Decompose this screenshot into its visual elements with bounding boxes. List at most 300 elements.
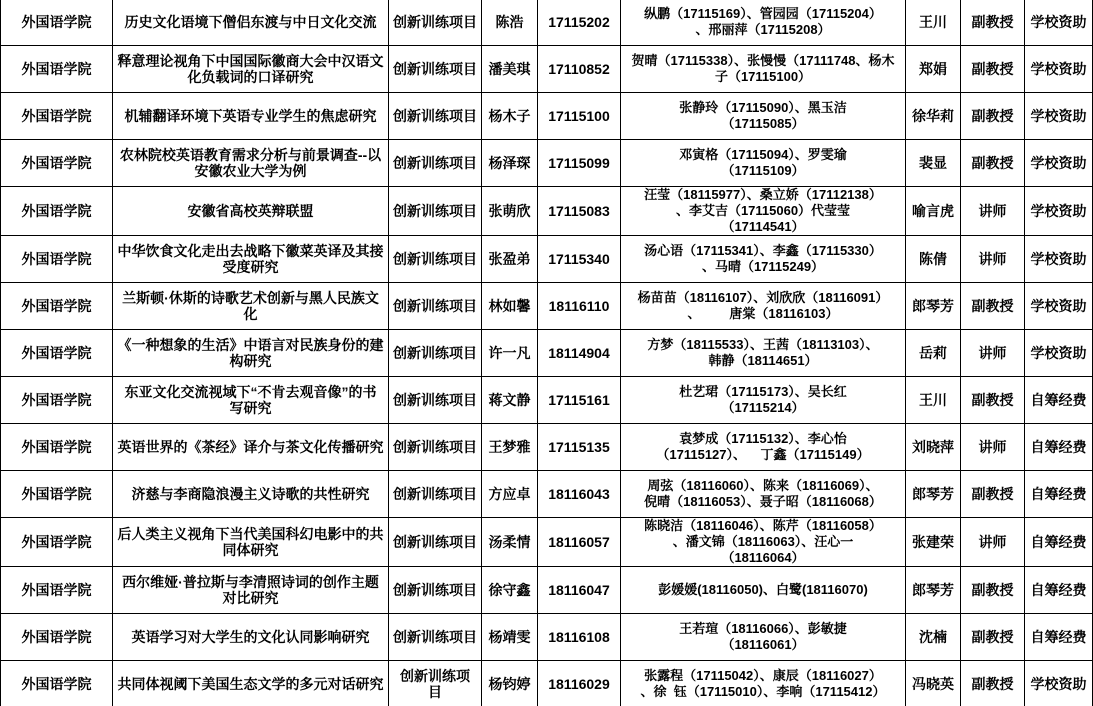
- cell-project-title: [113, 0, 389, 46]
- cell-members-text: （17115214）: [721, 400, 805, 415]
- cell-funding: [1025, 424, 1093, 471]
- cell-funding: [1025, 140, 1093, 187]
- cell-leader-text: 杨钧婷: [488, 676, 531, 692]
- cell-advisor: [906, 0, 961, 46]
- cell-members-text: 王若瑄（18116066）、彭敏捷: [679, 621, 847, 636]
- cell-project-type: [389, 330, 482, 377]
- cell-funding-text: 学校资助: [1030, 251, 1087, 267]
- cell-project-type: [389, 93, 482, 140]
- cell-advisor-text: 郎琴芳: [912, 486, 954, 502]
- table-row: [1, 93, 1093, 140]
- cell-members: [621, 614, 906, 661]
- cell-project-title-text: 后人类主义视角下当代美国科幻电影中的共: [117, 526, 384, 542]
- cell-student-id: [538, 187, 621, 236]
- cell-advisor-title: [961, 236, 1025, 283]
- cell-project-type: [389, 46, 482, 93]
- cell-funding: [1025, 283, 1093, 330]
- cell-leader-text: 杨泽琛: [488, 155, 531, 171]
- cell-college-text: 外国语学院: [21, 108, 92, 124]
- cell-advisor-text: 岳莉: [919, 345, 947, 361]
- table-row: [1, 567, 1093, 614]
- cell-advisor-title: [961, 471, 1025, 518]
- cell-leader-text: 方应卓: [488, 486, 531, 502]
- cell-project-type-text: 创新训练项目: [393, 345, 477, 361]
- cell-leader: [482, 518, 538, 567]
- cell-college-text: 外国语学院: [21, 582, 92, 598]
- cell-student-id: [538, 614, 621, 661]
- cell-student-id-text: 17115100: [548, 108, 610, 124]
- cell-college: [1, 187, 113, 236]
- cell-members-text: 、马晴（17115249）: [701, 259, 825, 274]
- cell-project-title-text: 东亚文化交流视域下“不肯去观音像”的书: [124, 384, 377, 400]
- cell-members-text: 、潘文锦（18116063）、汪心一: [672, 534, 854, 549]
- cell-college: [1, 283, 113, 330]
- cell-project-title-text: 安徽农业大学为例: [194, 163, 307, 179]
- cell-student-id: [538, 236, 621, 283]
- cell-project-title-text: 同体研究: [222, 542, 279, 558]
- cell-members: [621, 661, 906, 706]
- cell-members-text: （17115109）: [721, 163, 805, 178]
- cell-student-id-text: 17115161: [548, 392, 610, 408]
- cell-student-id: [538, 283, 621, 330]
- cell-project-title: [113, 187, 389, 236]
- cell-project-title: [113, 377, 389, 424]
- cell-members: [621, 187, 906, 236]
- cell-college: [1, 377, 113, 424]
- cell-members: [621, 330, 906, 377]
- cell-advisor-title: [961, 614, 1025, 661]
- cell-advisor-title: [961, 0, 1025, 46]
- cell-funding: [1025, 0, 1093, 46]
- cell-advisor: [906, 614, 961, 661]
- cell-leader: [482, 424, 538, 471]
- cell-members-text: 、 唐棠（18116103）: [687, 306, 839, 321]
- cell-members-text: 、徐 钰（17115010）、李响（17115412）: [640, 684, 886, 699]
- cell-advisor-title-text: 讲师: [978, 534, 1007, 550]
- cell-funding-text: 自筹经费: [1030, 439, 1087, 455]
- cell-project-title: [113, 614, 389, 661]
- cell-project-title: [113, 330, 389, 377]
- cell-student-id-text: 18114904: [548, 345, 610, 361]
- cell-project-title: [113, 661, 389, 706]
- cell-advisor-title-text: 副教授: [971, 61, 1014, 77]
- cell-members: [621, 236, 906, 283]
- cell-project-title-text: 济慈与李商隐浪漫主义诗歌的共性研究: [131, 486, 370, 502]
- cell-members-text: 子（17115100）: [714, 69, 812, 84]
- cell-project-type-text: 创新训练项目: [393, 392, 477, 408]
- cell-advisor-title-text: 讲师: [978, 203, 1007, 219]
- cell-funding-text: 自筹经费: [1030, 629, 1087, 645]
- cell-student-id: [538, 140, 621, 187]
- cell-college-text: 外国语学院: [21, 629, 92, 645]
- cell-project-title-text: 安徽省高校英辩联盟: [187, 203, 314, 219]
- cell-advisor-text: 张建荣: [912, 534, 954, 550]
- cell-project-title-text: 对比研究: [222, 590, 279, 606]
- cell-student-id-text: 17115202: [548, 14, 610, 30]
- cell-college-text: 外国语学院: [21, 392, 92, 408]
- cell-student-id-text: 17115135: [548, 439, 610, 455]
- cell-leader: [482, 661, 538, 706]
- cell-college: [1, 614, 113, 661]
- cell-members: [621, 0, 906, 46]
- table-row: [1, 0, 1093, 46]
- cell-members: [621, 518, 906, 567]
- cell-student-id: [538, 471, 621, 518]
- cell-members: [621, 567, 906, 614]
- table-row: [1, 283, 1093, 330]
- cell-members-text: （17115127）、 丁鑫（17115149）: [656, 447, 870, 462]
- cell-college: [1, 236, 113, 283]
- cell-project-type-text: 创新训练项目: [393, 486, 477, 502]
- cell-advisor-title-text: 副教授: [971, 582, 1014, 598]
- cell-project-title-text: 化: [243, 306, 258, 322]
- cell-project-type-text: 创新训练项目: [393, 534, 477, 550]
- cell-student-id-text: 18116029: [548, 676, 610, 692]
- cell-student-id: [538, 377, 621, 424]
- cell-advisor: [906, 377, 961, 424]
- cell-funding: [1025, 236, 1093, 283]
- cell-members-text: 杜艺珺（17115173）、吴长红: [679, 384, 847, 399]
- cell-college-text: 外国语学院: [21, 203, 92, 219]
- cell-college: [1, 661, 113, 706]
- cell-leader-text: 张盈弟: [488, 251, 531, 267]
- cell-student-id-text: 18116110: [548, 298, 610, 314]
- cell-project-title-text: 构研究: [229, 353, 272, 369]
- cell-advisor: [906, 236, 961, 283]
- cell-funding-text: 自筹经费: [1030, 486, 1087, 502]
- cell-project-type: [389, 377, 482, 424]
- cell-members-text: 周弦（18116060）、陈来（18116069）、: [647, 478, 879, 493]
- cell-leader: [482, 377, 538, 424]
- cell-project-type-text: 目: [428, 684, 442, 700]
- cell-project-title-text: 兰斯顿·休斯的诗歌艺术创新与黑人民族文: [122, 290, 379, 306]
- cell-project-type: [389, 283, 482, 330]
- cell-advisor-title-text: 副教授: [971, 298, 1014, 314]
- cell-leader-text: 林如馨: [488, 298, 531, 314]
- cell-project-title-text: 机辅翻译环境下英语专业学生的焦虑研究: [124, 108, 377, 124]
- cell-advisor-title: [961, 140, 1025, 187]
- cell-project-type-text: 创新训练项目: [393, 14, 477, 30]
- cell-advisor: [906, 187, 961, 236]
- cell-leader-text: 王梦雅: [488, 439, 531, 455]
- table-row: [1, 424, 1093, 471]
- cell-project-title: [113, 283, 389, 330]
- cell-college-text: 外国语学院: [21, 676, 92, 692]
- cell-project-type: [389, 187, 482, 236]
- cell-student-id: [538, 46, 621, 93]
- cell-college: [1, 567, 113, 614]
- cell-student-id: [538, 518, 621, 567]
- cell-project-type-text: 创新训练项目: [393, 439, 477, 455]
- cell-project-type-text: 创新训练项目: [393, 582, 477, 598]
- cell-members: [621, 424, 906, 471]
- cell-advisor-title-text: 副教授: [971, 486, 1014, 502]
- cell-leader: [482, 187, 538, 236]
- cell-project-type-text: 创新训练项目: [393, 298, 477, 314]
- cell-advisor-title: [961, 187, 1025, 236]
- cell-advisor-title-text: 副教授: [971, 629, 1014, 645]
- cell-leader-text: 徐守鑫: [488, 582, 531, 598]
- cell-advisor: [906, 661, 961, 706]
- cell-advisor: [906, 283, 961, 330]
- cell-project-type-text: 创新训练项目: [393, 251, 477, 267]
- cell-advisor: [906, 471, 961, 518]
- cell-members: [621, 46, 906, 93]
- cell-members-text: 杨苗苗（18116107）、刘欣欣（18116091）: [637, 290, 889, 305]
- cell-project-type: [389, 661, 482, 706]
- cell-college: [1, 518, 113, 567]
- cell-advisor-text: 裴显: [919, 155, 947, 171]
- table-body: [1, 0, 1093, 706]
- cell-advisor-title-text: 副教授: [971, 392, 1014, 408]
- cell-college-text: 外国语学院: [21, 155, 92, 171]
- cell-members-text: 汪莹（18115977）、桑立娇（17112138）: [644, 187, 882, 202]
- cell-advisor-title: [961, 424, 1025, 471]
- cell-funding: [1025, 377, 1093, 424]
- cell-leader-text: 杨木子: [488, 108, 531, 124]
- table-row: [1, 330, 1093, 377]
- cell-project-type-text: 创新训练项目: [393, 108, 477, 124]
- cell-funding-text: 学校资助: [1030, 345, 1087, 361]
- cell-student-id-text: 18116043: [548, 486, 610, 502]
- cell-leader-text: 张萌欣: [488, 203, 531, 219]
- cell-project-type-text: 创新训练项目: [393, 629, 477, 645]
- cell-leader: [482, 236, 538, 283]
- cell-advisor-title: [961, 518, 1025, 567]
- cell-advisor-text: 郑娟: [919, 61, 947, 77]
- cell-advisor: [906, 46, 961, 93]
- cell-advisor: [906, 518, 961, 567]
- cell-funding: [1025, 471, 1093, 518]
- cell-leader-text: 潘美琪: [488, 61, 531, 77]
- cell-advisor-title-text: 讲师: [978, 345, 1007, 361]
- cell-student-id-text: 17110852: [548, 61, 610, 77]
- cell-leader: [482, 471, 538, 518]
- cell-advisor-title-text: 副教授: [971, 108, 1014, 124]
- cell-funding: [1025, 187, 1093, 236]
- cell-members-text: 汤心语（17115341）、李鑫（17115330）: [644, 243, 882, 258]
- cell-college: [1, 471, 113, 518]
- cell-advisor-title: [961, 661, 1025, 706]
- cell-leader: [482, 283, 538, 330]
- cell-college: [1, 424, 113, 471]
- cell-funding-text: 学校资助: [1030, 14, 1087, 30]
- cell-college-text: 外国语学院: [21, 14, 92, 30]
- cell-advisor-title: [961, 377, 1025, 424]
- cell-college-text: 外国语学院: [21, 486, 92, 502]
- cell-members-text: （17115085）: [721, 116, 805, 131]
- cell-funding-text: 学校资助: [1030, 203, 1087, 219]
- cell-funding-text: 学校资助: [1030, 108, 1087, 124]
- cell-project-type: [389, 518, 482, 567]
- cell-project-type: [389, 0, 482, 46]
- cell-student-id: [538, 93, 621, 140]
- cell-project-title: [113, 471, 389, 518]
- cell-members-text: 张露程（17115042）、康辰（18116027）: [644, 668, 882, 683]
- cell-advisor-title-text: 讲师: [978, 439, 1007, 455]
- cell-project-title: [113, 236, 389, 283]
- cell-college-text: 外国语学院: [21, 345, 92, 361]
- cell-student-id: [538, 330, 621, 377]
- cell-advisor: [906, 93, 961, 140]
- cell-funding: [1025, 46, 1093, 93]
- cell-project-type-text: 创新训练项目: [393, 155, 477, 171]
- cell-project-title: [113, 140, 389, 187]
- cell-student-id-text: 17115083: [548, 203, 610, 219]
- cell-members-text: 方梦（18115533）、王茜（18113103）、: [647, 337, 879, 352]
- cell-project-title: [113, 93, 389, 140]
- cell-project-title-text: 英语世界的《茶经》译介与茶文化传播研究: [117, 439, 384, 455]
- cell-advisor-text: 沈楠: [919, 629, 947, 645]
- cell-leader-text: 汤柔情: [488, 534, 531, 550]
- cell-student-id-text: 18116057: [548, 534, 610, 550]
- table-row: [1, 140, 1093, 187]
- cell-members-text: 、李艾吉（17115060）代莹莹: [675, 203, 851, 218]
- cell-project-type-text: 创新训练项目: [393, 203, 477, 219]
- cell-student-id: [538, 567, 621, 614]
- cell-leader-text: 许一凡: [488, 345, 531, 361]
- cell-student-id-text: 18116047: [548, 582, 610, 598]
- cell-advisor: [906, 567, 961, 614]
- cell-leader-text: 蒋文静: [488, 392, 531, 408]
- cell-funding-text: 自筹经费: [1030, 392, 1087, 408]
- cell-student-id-text: 17115099: [548, 155, 610, 171]
- cell-project-title-text: 写研究: [229, 400, 272, 416]
- cell-college-text: 外国语学院: [21, 61, 92, 77]
- cell-student-id: [538, 0, 621, 46]
- cell-advisor-text: 冯晓英: [912, 676, 954, 692]
- cell-project-type: [389, 236, 482, 283]
- cell-college: [1, 0, 113, 46]
- cell-advisor-title-text: 副教授: [971, 155, 1014, 171]
- cell-project-title-text: 农林院校英语教育需求分析与前景调查--以: [119, 147, 382, 163]
- cell-leader-text: 陈浩: [495, 14, 524, 30]
- cell-advisor-text: 喻言虎: [912, 203, 954, 219]
- cell-members: [621, 93, 906, 140]
- cell-funding-text: 学校资助: [1030, 61, 1087, 77]
- cell-project-title: [113, 424, 389, 471]
- cell-advisor: [906, 330, 961, 377]
- cell-funding: [1025, 330, 1093, 377]
- cell-funding-text: 自筹经费: [1030, 582, 1087, 598]
- cell-members-text: （18116061）: [721, 637, 805, 652]
- cell-advisor: [906, 140, 961, 187]
- cell-members-text: 彭媛媛(18116050)、白鹭(18116070): [658, 582, 868, 597]
- cell-student-id: [538, 661, 621, 706]
- cell-college-text: 外国语学院: [21, 298, 92, 314]
- cell-project-title-text: 英语学习对大学生的文化认同影响研究: [131, 629, 370, 645]
- cell-advisor-text: 郎琴芳: [912, 582, 954, 598]
- cell-members-text: 倪晴（18116053）、聂子昭（18116068）: [644, 494, 882, 509]
- cell-advisor-title: [961, 330, 1025, 377]
- cell-project-type: [389, 424, 482, 471]
- cell-project-title-text: 释意理论视角下中国国际徽商大会中汉语文: [117, 53, 384, 69]
- cell-funding-text: 自筹经费: [1030, 534, 1087, 550]
- cell-advisor-text: 王川: [919, 392, 947, 408]
- cell-advisor-title: [961, 93, 1025, 140]
- cell-members-text: 纵鹏（17115169）、管园园（17115204）: [644, 6, 882, 21]
- cell-leader: [482, 614, 538, 661]
- cell-project-type: [389, 471, 482, 518]
- cell-project-title-text: 受度研究: [222, 259, 279, 275]
- cell-student-id-text: 18116108: [548, 629, 610, 645]
- cell-college-text: 外国语学院: [21, 534, 92, 550]
- cell-advisor: [906, 424, 961, 471]
- cell-members-text: （18116064）: [721, 550, 805, 565]
- cell-student-id: [538, 424, 621, 471]
- cell-leader: [482, 0, 538, 46]
- cell-project-type-text: 创新训练项: [400, 668, 470, 684]
- cell-advisor-text: 徐华莉: [912, 108, 954, 124]
- cell-advisor-title: [961, 567, 1025, 614]
- cell-leader: [482, 567, 538, 614]
- cell-student-id-text: 17115340: [548, 251, 610, 267]
- cell-advisor-text: 刘晓萍: [912, 439, 954, 455]
- cell-college-text: 外国语学院: [21, 251, 92, 267]
- cell-members-text: （17114541）: [721, 219, 805, 234]
- cell-project-type: [389, 567, 482, 614]
- cell-advisor-title: [961, 46, 1025, 93]
- cell-college: [1, 140, 113, 187]
- cell-funding: [1025, 567, 1093, 614]
- table-row: [1, 518, 1093, 567]
- cell-funding: [1025, 518, 1093, 567]
- cell-advisor-title: [961, 283, 1025, 330]
- cell-leader: [482, 93, 538, 140]
- cell-leader-text: 杨靖雯: [488, 629, 531, 645]
- cell-funding: [1025, 93, 1093, 140]
- cell-project-title-text: 《一种想象的生活》中语言对民族身份的建: [117, 337, 384, 353]
- cell-members: [621, 377, 906, 424]
- cell-members-text: 邓寅格（17115094）、罗雯瑜: [679, 147, 847, 162]
- cell-funding-text: 学校资助: [1030, 676, 1087, 692]
- table-row: [1, 661, 1093, 706]
- cell-members: [621, 471, 906, 518]
- table-row: [1, 46, 1093, 93]
- cell-project-title-text: 历史文化语境下僧侣东渡与中日文化交流: [124, 14, 377, 30]
- cell-advisor-title-text: 讲师: [978, 251, 1007, 267]
- cell-leader: [482, 140, 538, 187]
- cell-project-type: [389, 140, 482, 187]
- cell-project-title: [113, 567, 389, 614]
- cell-project-type: [389, 614, 482, 661]
- cell-advisor-title-text: 副教授: [971, 14, 1014, 30]
- cell-members-text: 贺晴（17115338）、张慢慢（17111748、杨木: [631, 53, 895, 68]
- cell-project-title-text: 中华饮食文化走出去战略下徽菜英译及其接: [117, 243, 384, 259]
- table-row: [1, 187, 1093, 236]
- cell-project-title-text: 化负载词的口译研究: [187, 69, 314, 85]
- cell-funding: [1025, 661, 1093, 706]
- cell-project-title-text: 西尔维娅·普拉斯与李清照诗词的创作主题: [122, 574, 379, 590]
- cell-college-text: 外国语学院: [21, 439, 92, 455]
- table-row: [1, 377, 1093, 424]
- cell-college: [1, 330, 113, 377]
- cell-project-title: [113, 46, 389, 93]
- cell-project-title: [113, 518, 389, 567]
- cell-members-text: 张静玲（17115090）、黑玉洁: [679, 100, 847, 115]
- cell-funding-text: 学校资助: [1030, 298, 1087, 314]
- cell-funding-text: 学校资助: [1030, 155, 1087, 171]
- table-row: [1, 471, 1093, 518]
- cell-project-title-text: 共同体视阈下美国生态文学的多元对话研究: [117, 676, 384, 692]
- cell-college: [1, 93, 113, 140]
- cell-leader: [482, 46, 538, 93]
- cell-members-text: 韩静（18114651）: [708, 353, 818, 368]
- cell-funding: [1025, 614, 1093, 661]
- table-row: [1, 614, 1093, 661]
- cell-members-text: 袁梦成（17115132）、李心怡: [679, 431, 847, 446]
- cell-advisor-text: 陈倩: [919, 251, 947, 267]
